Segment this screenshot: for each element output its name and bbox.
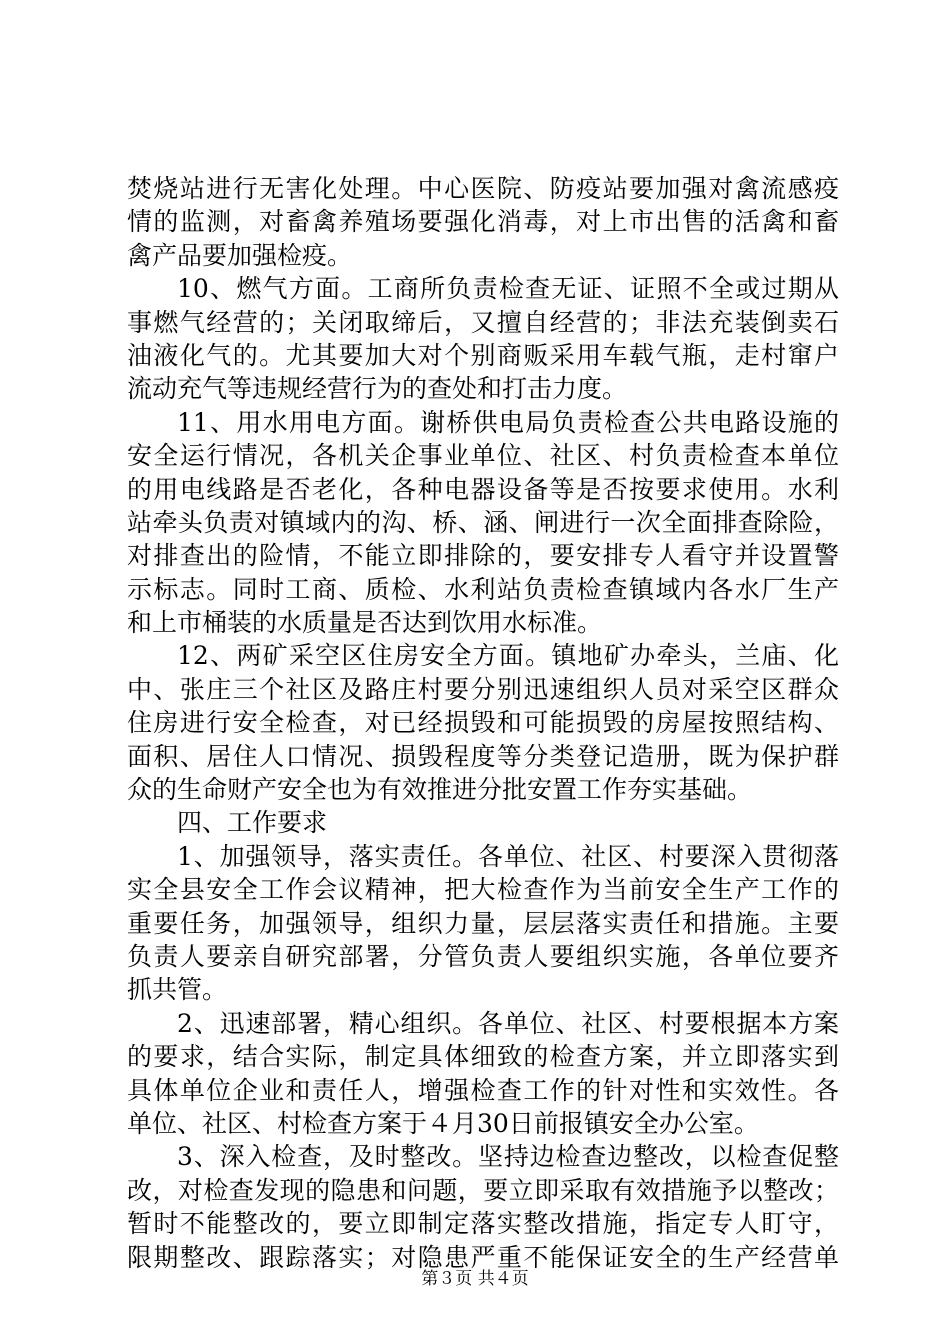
body-line: 众的生命财产安全也为有效推进分批安置工作夯实基础。 bbox=[127, 775, 753, 805]
body-line: 改，对检查发现的隐患和问题，要立即采取有效措施予以整改； bbox=[127, 1175, 839, 1205]
paragraph-start-line: 10、燃气方面。工商所负责检查无证、证照不全或过期从 bbox=[177, 274, 839, 304]
body-line: 抓共管。 bbox=[127, 975, 228, 1005]
body-line: 事燃气经营的；关闭取缔后，又擅自经营的；非法充装倒卖石 bbox=[127, 307, 839, 337]
body-line: 安全运行情况，各机关企事业单位、社区、村负责检查本单位 bbox=[127, 441, 839, 471]
section-heading: 四、工作要求 bbox=[177, 808, 328, 838]
paragraph-start-line: 1、加强领导，落实责任。各单位、社区、村要深入贯彻落 bbox=[177, 841, 839, 871]
page-number-footer: 第３页 共４页 bbox=[421, 1269, 529, 1289]
body-line: 住房进行安全检查，对已经损毁和可能损毁的房屋按照结构、 bbox=[127, 708, 839, 738]
paragraph-start-line: 2、迅速部署，精心组织。各单位、社区、村要根据本方案 bbox=[177, 1008, 839, 1038]
body-line: 的用电线路是否老化，各种电器设备等是否按要求使用。水利 bbox=[127, 474, 839, 504]
body-line: 中、张庄三个社区及路庄村要分别迅速组织人员对采空区群众 bbox=[127, 674, 839, 704]
document-body bbox=[127, 172, 839, 1274]
body-line: 站牵头负责对镇域内的沟、桥、涵、闸进行一次全面排查除险， bbox=[127, 507, 839, 537]
paragraph-start-line: 11、用水用电方面。谢桥供电局负责检查公共电路设施的 bbox=[177, 407, 839, 437]
paragraph-start-line: 12、两矿采空区住房安全方面。镇地矿办牵头，兰庙、化 bbox=[177, 641, 839, 671]
body-line: 焚烧站进行无害化处理。中心医院、防疫站要加强对禽流感疫 bbox=[127, 174, 839, 203]
body-line: 示标志。同时工商、质检、水利站负责检查镇域内各水厂生产 bbox=[127, 574, 839, 604]
body-line: 暂时不能整改的，要立即制定落实整改措施，指定专人盯守， bbox=[127, 1209, 839, 1239]
body-line: 具体单位企业和责任人，增强检查工作的针对性和实效性。各 bbox=[127, 1075, 839, 1105]
body-line: 的要求，结合实际，制定具体细致的检查方案，并立即落实到 bbox=[127, 1042, 839, 1072]
body-line: 面积、居住人口情况、损毁程度等分类登记造册，既为保护群 bbox=[127, 741, 839, 771]
body-line: 负责人要亲自研究部署，分管负责人要组织实施，各单位要齐 bbox=[127, 941, 839, 971]
body-line: 实全县安全工作会议精神，把大检查作为当前安全生产工作的 bbox=[127, 875, 839, 905]
body-line: 禽产品要加强检疫。 bbox=[127, 240, 353, 270]
body-line: 情的监测，对畜禽养殖场要强化消毒，对上市出售的活禽和畜 bbox=[127, 207, 839, 237]
body-line: 单位、社区、村检查方案于４月30日前报镇安全办公室。 bbox=[127, 1108, 759, 1138]
body-line: 对排查出的险情，不能立即排除的，要安排专人看守并设置警 bbox=[127, 541, 839, 571]
body-line: 流动充气等违规经营行为的查处和打击力度。 bbox=[127, 374, 628, 404]
body-line: 限期整改、跟踪落实；对隐患严重不能保证安全的生产经营单 bbox=[127, 1242, 839, 1272]
body-line: 重要任务，加强领导，组织力量，层层落实责任和措施。主要 bbox=[127, 908, 839, 938]
body-line: 油液化气的。尤其要加大对个别商贩采用车载气瓶，走村窜户 bbox=[127, 340, 839, 370]
paragraph-start-line: 3、深入检查，及时整改。坚持边检查边整改，以检查促整 bbox=[177, 1142, 839, 1172]
body-line: 和上市桶装的水质量是否达到饮用水标准。 bbox=[127, 608, 603, 638]
